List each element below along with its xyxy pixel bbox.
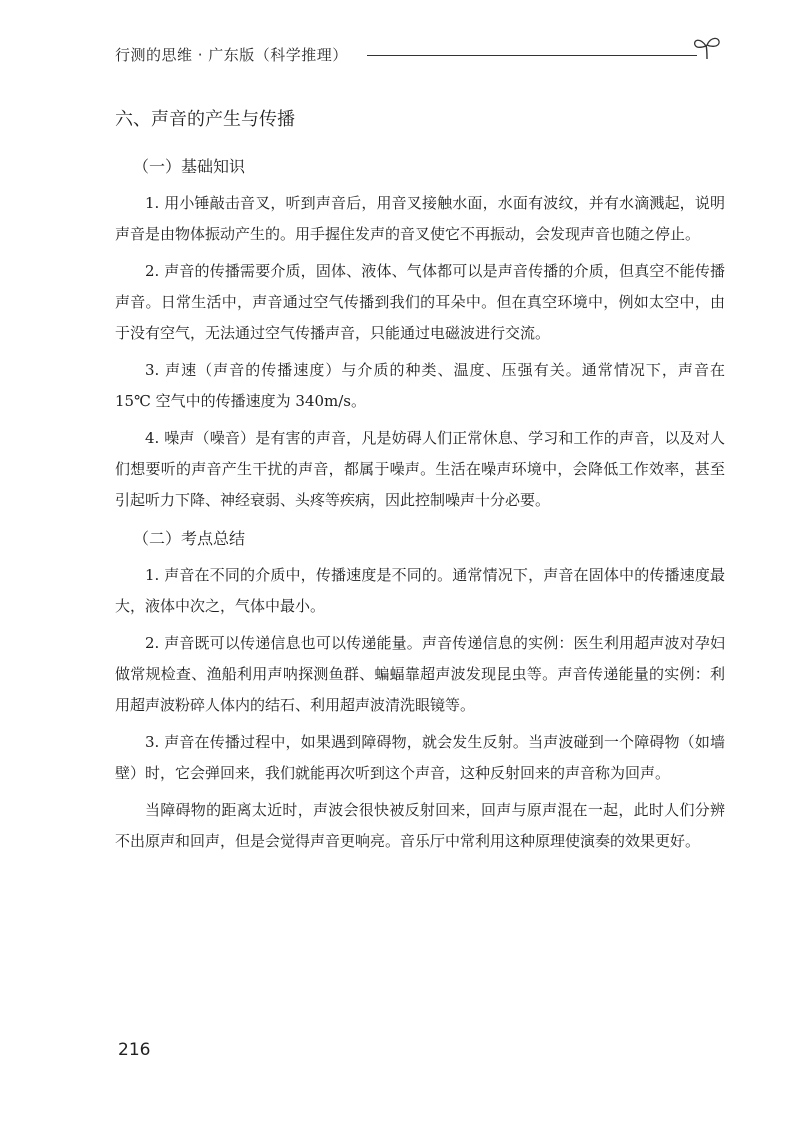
page-number: 216: [118, 1040, 151, 1060]
paragraph: 1. 用小锤敲击音叉，听到声音后，用音叉接触水面，水面有波纹，并有水滴溅起，说明声音是由物体振动产生的。用手握住发声的音叉使它不再振动，会发现声音也随之停止。: [115, 194, 725, 243]
subsection-heading-summary: （二）考点总结: [133, 529, 246, 548]
subsection-heading-basics: （一）基础知识: [133, 157, 246, 176]
paragraph: 当障碍物的距离太近时，声波会很快被反射回来，回声与原声混在一起，此时人们分辨不出原声和回声，但是会觉得声音更响亮。音乐厅中常利用这种原理使演奏的效果更好。: [115, 801, 725, 850]
running-header: [115, 40, 715, 68]
header-divider: [367, 55, 697, 56]
section-title: 六、声音的产生与传播: [115, 109, 295, 130]
paragraph: 2. 声音的传播需要介质，固体、液体、气体都可以是声音传播的介质，但真空不能传播声音。日常生活中，声音通过空气传播到我们的耳朵中。但在真空环境中，例如太空中，由于没有空气，无法通过空气传播声音，只能通过电磁波进行交流。: [115, 262, 725, 342]
paragraph: 3. 声音在传播过程中，如果遇到障碍物，就会发生反射。当声波碰到一个障碍物（如墙壁）时，它会弹回来，我们就能再次听到这个声音，这种反射回来的声音称为回声。: [115, 733, 725, 782]
sprout-icon: [690, 34, 724, 60]
paragraph: 3. 声速（声音的传播速度）与介质的种类、温度、压强有关。通常情况下，声音在 15℃ 空气中的传播速度为 340m/s。: [115, 361, 725, 410]
page-content: [115, 100, 725, 863]
paragraph: 1. 声音在不同的介质中，传播速度是不同的。通常情况下，声音在固体中的传播速度最大，液体中次之，气体中最小。: [115, 566, 725, 615]
running-header-title: 行测的思维 · 广东版（科学推理）: [115, 46, 348, 64]
paragraph: 4. 噪声（噪音）是有害的声音，凡是妨碍人们正常休息、学习和工作的声音，以及对人们想要听的声音产生干扰的声音，都属于噪声。生活在噪声环境中，会降低工作效率，甚至引起听力下降、神经衰弱、头疼等疾病，因此控制噪声十分必要。: [115, 429, 725, 509]
paragraph: 2. 声音既可以传递信息也可以传递能量。声音传递信息的实例：医生利用超声波对孕妇做常规检查、渔船利用声呐探测鱼群、蝙蝠靠超声波发现昆虫等。声音传递能量的实例：利用超声波粉碎人体内的结石、利用超声波清洗眼镜等。: [115, 634, 725, 714]
